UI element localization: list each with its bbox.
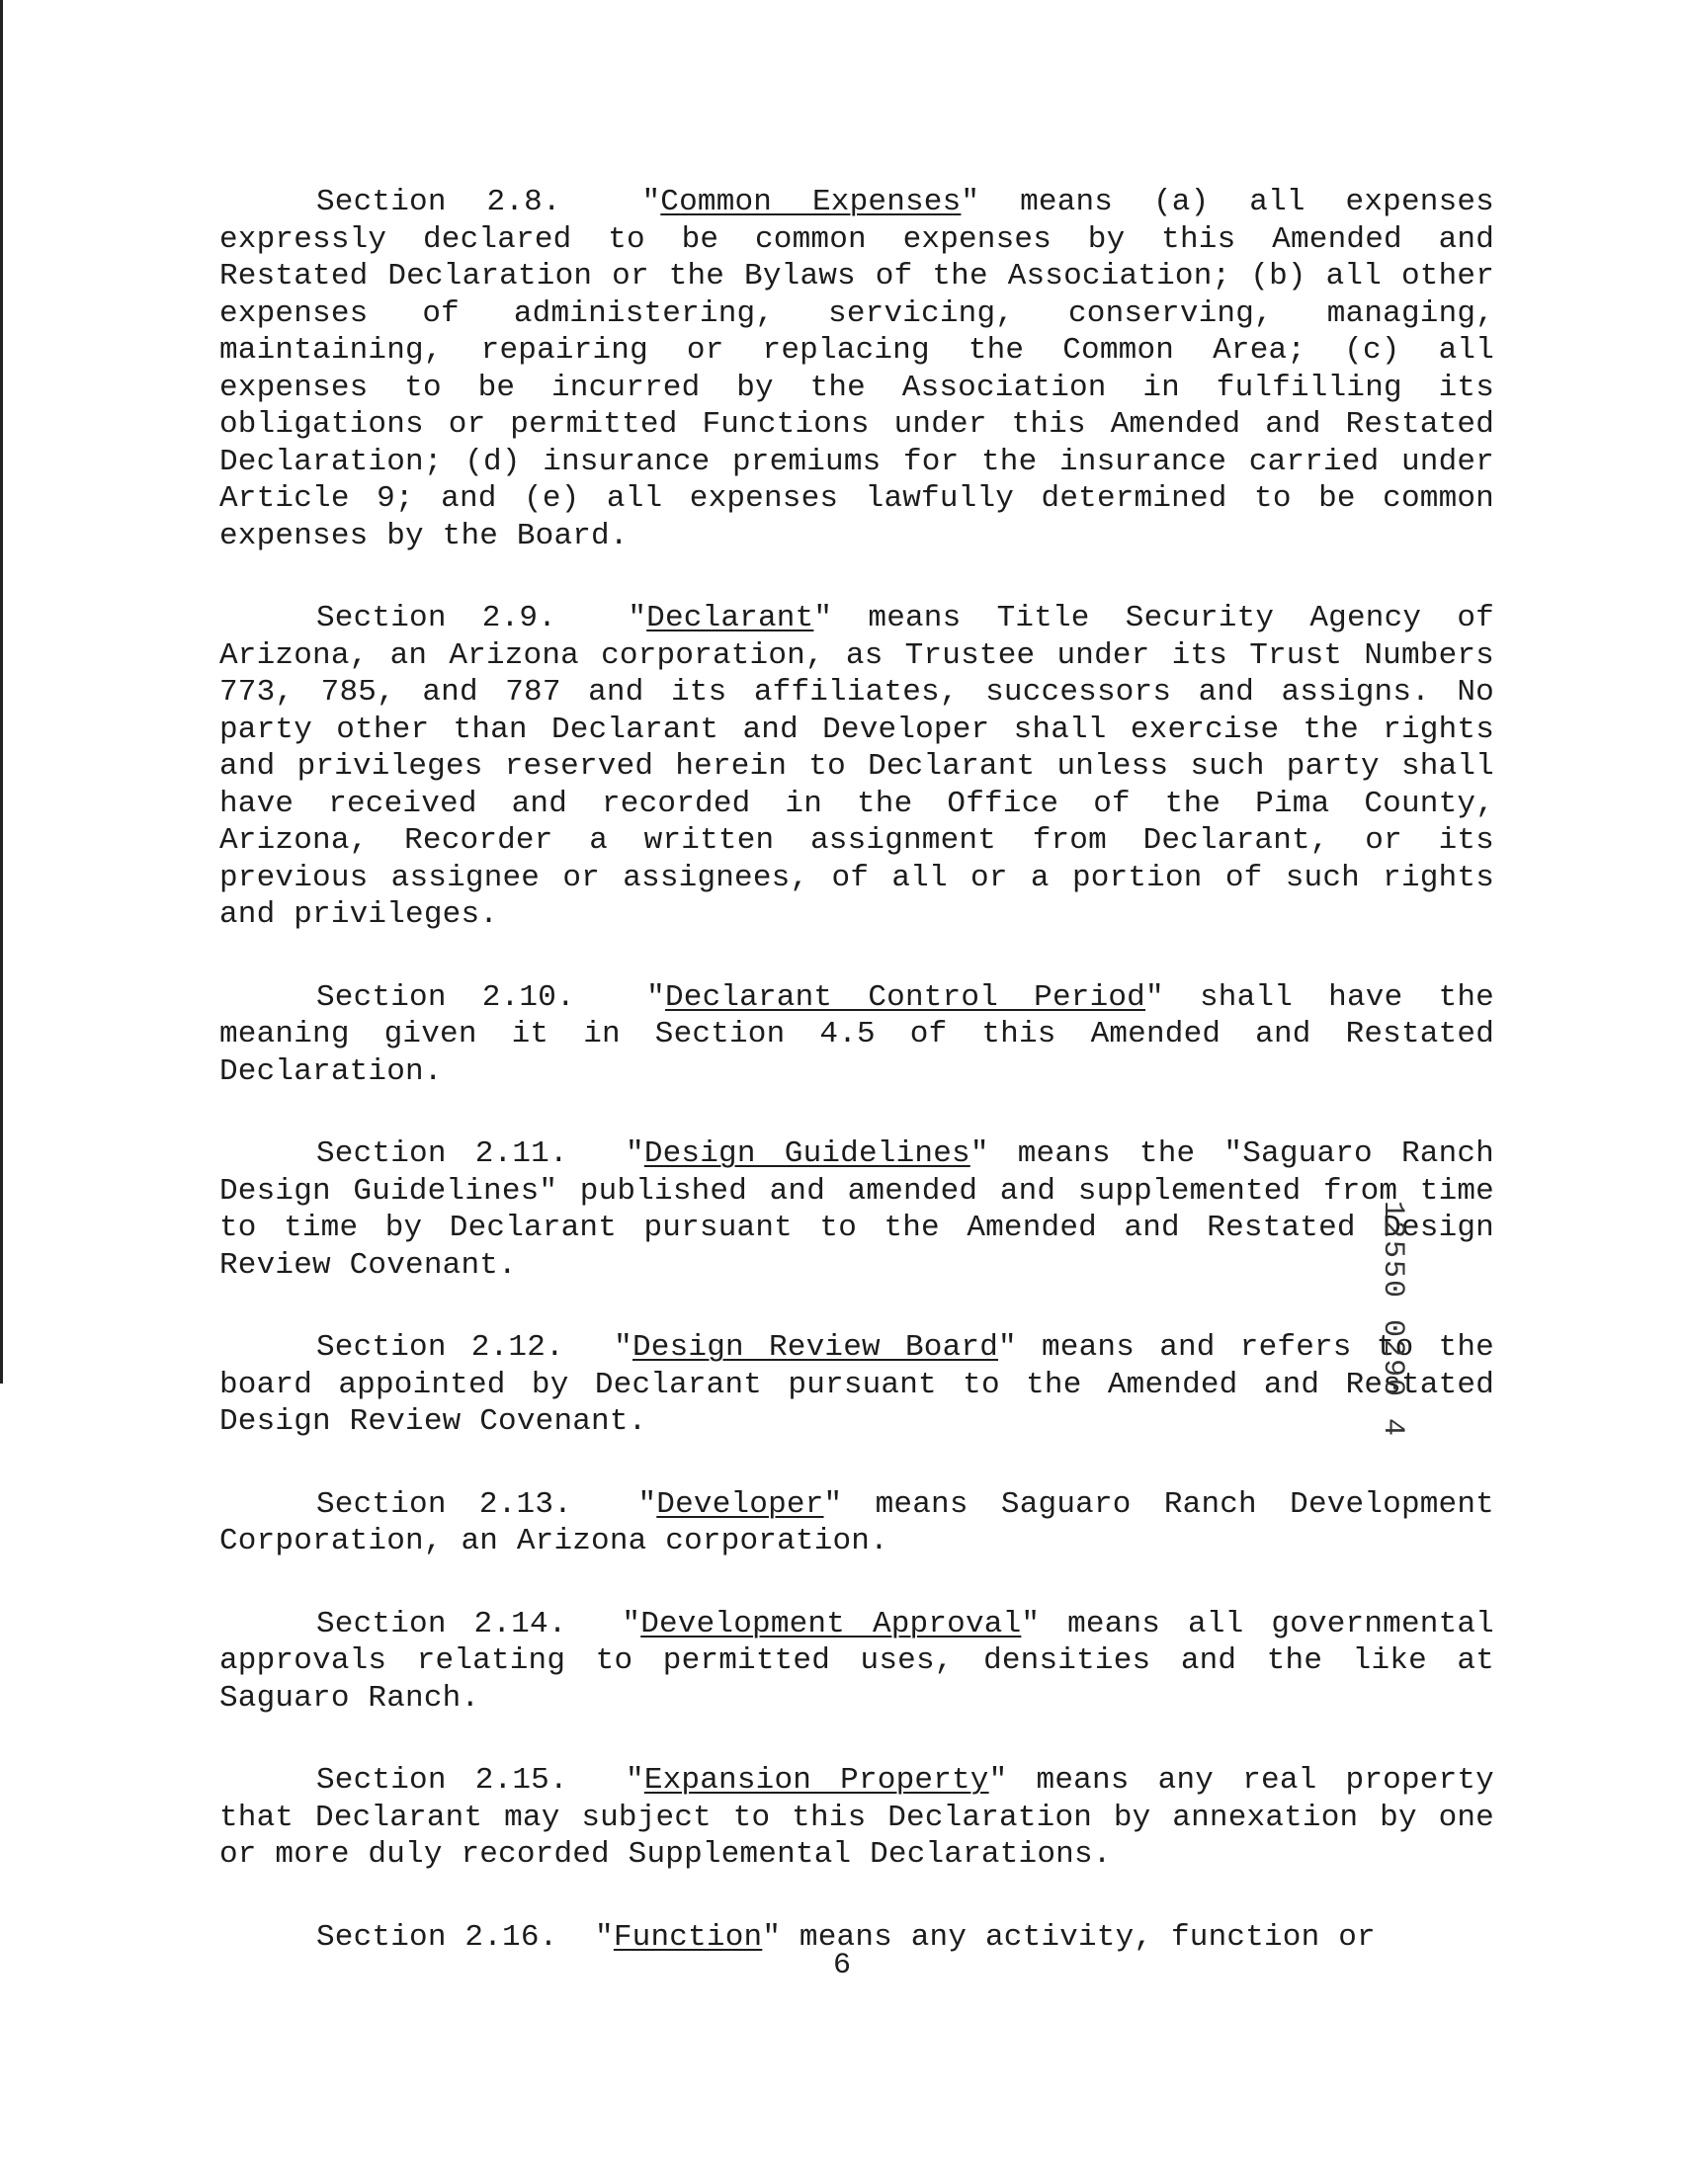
- section-number: Section 2.14.: [316, 1606, 567, 1641]
- section-text: means and refers to the board appointed by Declarant pursuant to the Amended and Restated Design Review Covenant.: [219, 1330, 1494, 1439]
- section-number: Section 2.13.: [316, 1486, 572, 1522]
- section-number: Section 2.9.: [316, 601, 557, 635]
- section-2-8: Section 2.8. "Common Expenses" means (a) all expenses expressly declared to be common expenses by this Amended and Restated Declaration or the Bylaws of the Association; (b) all other expenses of administering, servicing, conserving, managing, maintaining, repairing or replacing the Common Area; (c) all expenses to be incurred by the Association in fulfilling its obligations or permitted Functions under this Amended and Restated Declaration; (d) insurance premiums for the insurance carried under Article 9; and (e) all expenses lawfully determined to be common expenses by the Board.: [219, 185, 1494, 553]
- defined-term: Declarant Control Period: [664, 979, 1145, 1015]
- section-number: Section 2.15.: [316, 1763, 568, 1798]
- defined-term: Common Expenses: [660, 185, 962, 219]
- section-number: Section 2.10.: [316, 979, 575, 1015]
- section-2-16: Section 2.16. "Function" means any activity, function or: [316, 1919, 1376, 1955]
- section-2-10: Section 2.10. "Declarant Control Period" shall have the meaning given it in Section 4.5 of this Amended and Restated Declaration.: [219, 979, 1494, 1089]
- section-text: means any activity, function or: [781, 1919, 1376, 1955]
- defined-term: Development Approval: [640, 1606, 1022, 1641]
- page-left-edge: [0, 0, 3, 1384]
- recording-stamp: 12550 0290 4: [1376, 1201, 1409, 1439]
- section-text: shall have the meaning given it in Section 4.5 of this Amended and Restated Declaration.: [219, 979, 1494, 1089]
- section-2-12: Section 2.12. "Design Review Board" means and refers to the board appointed by Declarant pursuant to the Amended and Restated Design Review Covenant.: [219, 1330, 1494, 1439]
- section-text: means all governmental approvals relating to permitted uses, densities and the like at Saguaro Ranch.: [219, 1606, 1494, 1716]
- section-2-11: Section 2.11. "Design Guidelines" means the "Saguaro Ranch Design Guidelines" published and amended and supplemented from time to time by Declarant pursuant to the Amended and Restated Design Review Covenant.: [219, 1136, 1494, 1283]
- section-text: means the "Saguaro Ranch Design Guidelines" published and amended and supplemented from time to time by Declarant pursuant to the Amended and Restated Design Review Covenant.: [219, 1136, 1494, 1283]
- document-body: [219, 184, 1494, 2001]
- section-2-14: Section 2.14. "Development Approval" means all governmental approvals relating to permitted uses, densities and the like at Saguaro Ranch.: [219, 1606, 1494, 1716]
- section-text: means Saguaro Ranch Development Corporation, an Arizona corporation.: [219, 1486, 1494, 1558]
- defined-term: Function: [613, 1919, 763, 1955]
- defined-term: Design Review Board: [632, 1330, 999, 1365]
- section-2-15: Section 2.15. "Expansion Property" means any real property that Declarant may subject to this Declaration by annexation by one or more duly recorded Supplemental Declarations.: [219, 1763, 1494, 1872]
- section-number: Section 2.8.: [316, 185, 561, 219]
- page-number: 6: [832, 1949, 851, 1982]
- defined-term: Expansion Property: [643, 1763, 989, 1798]
- section-number: Section 2.12.: [316, 1330, 564, 1365]
- defined-term: Developer: [656, 1486, 824, 1522]
- defined-term: Declarant: [646, 601, 814, 635]
- section-number: Section 2.16.: [316, 1919, 558, 1955]
- section-text: means (a) all expenses expressly declared to be common expenses by this Amended and Restated Declaration or the Bylaws of the Association; (b) all other expenses of administering, servicing, conserving, managing, maintaining, repairing or replacing the Common Area; (c) all expenses to be incurred by the Association in fulfilling its obligations or permitted Functions under this Amended and Restated Declaration; (d) insurance premiums for the insurance carried under Article 9; and (e) all expenses lawfully determined to be common expenses by the Board.: [219, 185, 1494, 553]
- defined-term: Design Guidelines: [643, 1136, 970, 1171]
- section-text: means any real property that Declarant may subject to this Declaration by annexation by one or more duly recorded Supplemental Declarations.: [219, 1763, 1494, 1872]
- section-text: means Title Security Agency of Arizona, an Arizona corporation, as Trustee under its Trust Numbers 773, 785, and 787 and its affiliates, successors and assigns. No party other than Declarant and Developer shall exercise the rights and privileges reserved herein to Declarant unless such party shall have received and recorded in the Office of the Pima County, Arizona, Recorder a written assignment from Declarant, or its previous assignee or assignees, of all or a portion of such rights and privileges.: [219, 601, 1494, 932]
- section-number: Section 2.11.: [316, 1136, 568, 1171]
- section-2-9: Section 2.9. "Declarant" means Title Security Agency of Arizona, an Arizona corporation, as Trustee under its Trust Numbers 773, 785, and 787 and its affiliates, successors and assigns. No party other than Declarant and Developer shall exercise the rights and privileges reserved herein to Declarant unless such party shall have received and recorded in the Office of the Pima County, Arizona, Recorder a written assignment from Declarant, or its previous assignee or assignees, of all or a portion of such rights and privileges.: [219, 601, 1494, 932]
- section-2-13: Section 2.13. "Developer" means Saguaro Ranch Development Corporation, an Arizona corporation.: [219, 1486, 1494, 1558]
